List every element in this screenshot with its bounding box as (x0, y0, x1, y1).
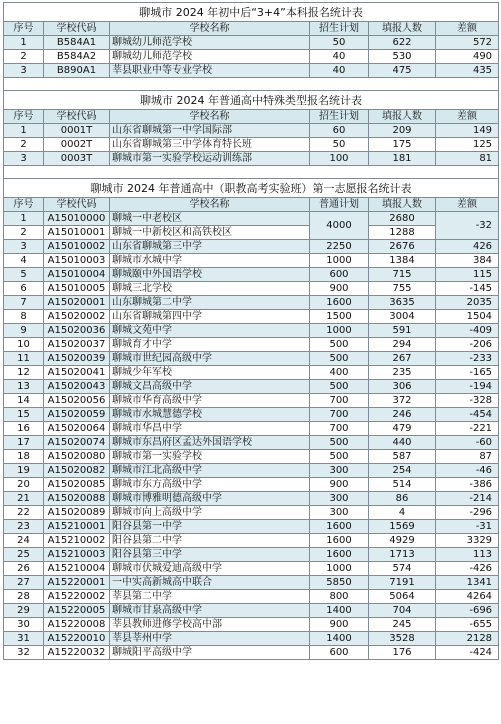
table-cell: -296 (436, 506, 499, 520)
table-cell: A15010004 (44, 268, 110, 282)
table-cell: 700 (310, 408, 369, 422)
table-row (4, 212, 499, 226)
table-cell: 4929 (369, 534, 436, 548)
table-cell: A15020059 (44, 408, 110, 422)
table-cell: 500 (310, 338, 369, 352)
header-row (4, 110, 499, 124)
table-cell: 1600 (310, 534, 369, 548)
table-cell: A15020064 (44, 422, 110, 436)
table-cell: 聊城市第一实验学校运动训练部 (110, 152, 310, 166)
table-cell: 587 (369, 450, 436, 464)
table-cell: 13 (4, 380, 44, 394)
table-row (4, 436, 499, 450)
table-cell: -214 (436, 492, 499, 506)
table-cell: A15020039 (44, 352, 110, 366)
table-cell: 莘县教师进修学校高中部 (110, 618, 310, 632)
table-cell: A15010002 (44, 240, 110, 254)
table-cell: A15220032 (44, 646, 110, 660)
table-cell: 莘县职业中等专业学校 (110, 64, 310, 78)
table-cell: 1341 (436, 576, 499, 590)
table-cell: 475 (369, 64, 436, 78)
table-cell: 18 (4, 450, 44, 464)
table-cell: 181 (369, 152, 436, 166)
table-cell: 1 (4, 124, 44, 138)
table-row (4, 534, 499, 548)
table-cell: 100 (310, 152, 369, 166)
table-cell: 聊城市东方高级中学 (110, 478, 310, 492)
table-cell: 300 (310, 506, 369, 520)
table-cell: 300 (310, 464, 369, 478)
column-header: 差额 (436, 110, 499, 124)
table-cell: A15020002 (44, 310, 110, 324)
table-cell: 1600 (310, 520, 369, 534)
table-cell: 23 (4, 520, 44, 534)
table-cell: 900 (310, 478, 369, 492)
table-cell: 聊城一中老校区 (110, 212, 310, 226)
table-title-row (4, 3, 499, 22)
table-cell: -454 (436, 408, 499, 422)
table-cell: A15010000 (44, 212, 110, 226)
table-cell: B890A1 (44, 64, 110, 78)
table-row (4, 352, 499, 366)
table-cell: -696 (436, 604, 499, 618)
table-cell: -206 (436, 338, 499, 352)
table-cell: A15020085 (44, 478, 110, 492)
table-cell: 267 (369, 352, 436, 366)
table-cell: 1000 (310, 324, 369, 338)
table-cell: 22 (4, 506, 44, 520)
table-cell: 209 (369, 124, 436, 138)
table-cell: 15 (4, 408, 44, 422)
table-cell: 800 (310, 590, 369, 604)
table-cell: 29 (4, 604, 44, 618)
table-cell: 聊城市江北高级中学 (110, 464, 310, 478)
table-cell: 900 (310, 282, 369, 296)
table-cell: 4 (369, 506, 436, 520)
table-cell: 2680 (369, 212, 436, 226)
table-row (4, 254, 499, 268)
column-header: 学校名称 (110, 198, 310, 212)
table-cell: 2 (4, 226, 44, 240)
table-row (4, 380, 499, 394)
table-cell: A15010003 (44, 254, 110, 268)
table-cell: 900 (310, 618, 369, 632)
column-header: 填报人数 (369, 198, 436, 212)
table-cell: 聊城一中新校区和高铁校区 (110, 226, 310, 240)
table-cell: B584A2 (44, 50, 110, 64)
gap-cell (4, 166, 499, 179)
table-cell: 1 (4, 36, 44, 50)
table-cell: 16 (4, 422, 44, 436)
table-row (4, 506, 499, 520)
table-cell: 山东省聊城第三中学 (110, 240, 310, 254)
table-cell: 700 (310, 394, 369, 408)
table-cell: 572 (436, 36, 499, 50)
table-cell: 1000 (310, 254, 369, 268)
table-cell: -60 (436, 436, 499, 450)
table-cell: 4264 (436, 590, 499, 604)
table-cell: A15020041 (44, 366, 110, 380)
table-cell: 25 (4, 548, 44, 562)
table-cell: 7 (4, 296, 44, 310)
table-cell: 7191 (369, 576, 436, 590)
table-title-row (4, 179, 499, 198)
table-cell: 聊城市水城中学 (110, 254, 310, 268)
table-cell: A15210002 (44, 534, 110, 548)
table-cell: 372 (369, 394, 436, 408)
table-cell: A15020001 (44, 296, 110, 310)
column-header: 学校代码 (44, 110, 110, 124)
table-row (4, 138, 499, 152)
table-cell: 426 (436, 240, 499, 254)
table-cell: -655 (436, 618, 499, 632)
table-cell: 14 (4, 394, 44, 408)
header-row (4, 22, 499, 36)
table-cell: 1 (4, 212, 44, 226)
table-cell: -31 (436, 520, 499, 534)
table-cell: 235 (369, 366, 436, 380)
table-cell: 176 (369, 646, 436, 660)
table-cell: 一中实高新城高中联合 (110, 576, 310, 590)
table-cell: 28 (4, 590, 44, 604)
table-cell: A15020037 (44, 338, 110, 352)
table-cell: A15010005 (44, 282, 110, 296)
table-row (4, 50, 499, 64)
table-cell: 5850 (310, 576, 369, 590)
table-cell: 6 (4, 282, 44, 296)
table-cell: 600 (310, 268, 369, 282)
table-cell: 514 (369, 478, 436, 492)
table-cell: 26 (4, 562, 44, 576)
table-cell: 莘县莘州中学 (110, 632, 310, 646)
table-cell: 5 (4, 268, 44, 282)
column-header: 招生计划 (310, 110, 369, 124)
table-cell: 聊城颐中外国语学校 (110, 268, 310, 282)
column-header: 序号 (4, 110, 44, 124)
column-header: 序号 (4, 22, 44, 36)
table-cell: 530 (369, 50, 436, 64)
table-cell: 1569 (369, 520, 436, 534)
table-row (4, 324, 499, 338)
table-cell: 聊城幼儿师范学校 (110, 36, 310, 50)
column-header: 招生计划 (310, 22, 369, 36)
table-cell: 1713 (369, 548, 436, 562)
table-cell: -328 (436, 394, 499, 408)
table-cell: 3635 (369, 296, 436, 310)
table-cell: 2 (4, 50, 44, 64)
table-cell: 聊城市甘泉高级中学 (110, 604, 310, 618)
column-header: 差额 (436, 198, 499, 212)
table-cell: 60 (310, 124, 369, 138)
table-row (4, 124, 499, 138)
table-row (4, 520, 499, 534)
table-cell: 聊城幼儿师范学校 (110, 50, 310, 64)
table-cell: 384 (436, 254, 499, 268)
table-cell: 20 (4, 478, 44, 492)
table-cell: 阳谷县第二中学 (110, 534, 310, 548)
table-cell: 500 (310, 380, 369, 394)
table-cell: 622 (369, 36, 436, 50)
table-cell: 19 (4, 464, 44, 478)
table-cell: 440 (369, 436, 436, 450)
table-cell: A15020080 (44, 450, 110, 464)
table-cell: 32 (4, 646, 44, 660)
table-cell: -233 (436, 352, 499, 366)
table-row (4, 478, 499, 492)
table-cell: 聊城三北学校 (110, 282, 310, 296)
table-cell: A15220002 (44, 590, 110, 604)
table-cell: 2676 (369, 240, 436, 254)
table-row (4, 394, 499, 408)
table-cell: 40 (310, 64, 369, 78)
table-cell: 2128 (436, 632, 499, 646)
table-cell: 山东省聊城第一中学国际部 (110, 124, 310, 138)
table-cell: 3004 (369, 310, 436, 324)
table-cell: A15020089 (44, 506, 110, 520)
column-header: 差额 (436, 22, 499, 36)
table-title: 聊城市 2024 年普通高中（职教高考实验班）第一志愿报名统计表 (4, 179, 499, 198)
column-header: 学校代码 (44, 198, 110, 212)
table-cell: 1288 (369, 226, 436, 240)
table-cell: 9 (4, 324, 44, 338)
table-cell: 聊城市博雅明德高级中学 (110, 492, 310, 506)
page (3, 2, 498, 660)
table-title: 聊城市 2024 年普通高中特殊类型报名统计表 (4, 91, 499, 110)
table-row (4, 282, 499, 296)
table-cell: 1600 (310, 548, 369, 562)
table-cell: 阳谷县第一中学 (110, 520, 310, 534)
table-cell: 聊城文昌高级中学 (110, 380, 310, 394)
table-cell: A15210004 (44, 562, 110, 576)
table-cell: 125 (436, 138, 499, 152)
table-cell: 500 (310, 352, 369, 366)
table-cell: 聊城市东昌府区孟达外国语学校 (110, 436, 310, 450)
table-cell: 1400 (310, 632, 369, 646)
table-cell: 2035 (436, 296, 499, 310)
table-cell: 704 (369, 604, 436, 618)
table-cell: A15220005 (44, 604, 110, 618)
section-gap (4, 78, 499, 91)
table-cell: -424 (436, 646, 499, 660)
table-cell: 50 (310, 36, 369, 50)
table-cell: 500 (310, 450, 369, 464)
table-row (4, 64, 499, 78)
table-cell: 435 (436, 64, 499, 78)
table-cell: 阳谷县第三中学 (110, 548, 310, 562)
table-cell: 山东聊城第二中学 (110, 296, 310, 310)
table-cell: 490 (436, 50, 499, 64)
table-cell: 81 (436, 152, 499, 166)
table-cell: 3 (4, 64, 44, 78)
table-cell: 3528 (369, 632, 436, 646)
table-row (4, 152, 499, 166)
table-cell: 300 (310, 492, 369, 506)
table-cell: 8 (4, 310, 44, 324)
table-cell: 400 (310, 366, 369, 380)
table-cell: 86 (369, 492, 436, 506)
table-row (4, 562, 499, 576)
table-cell: 500 (310, 436, 369, 450)
table-cell: 1384 (369, 254, 436, 268)
table-cell: 755 (369, 282, 436, 296)
table-title-row (4, 91, 499, 110)
table-cell: 254 (369, 464, 436, 478)
table-cell: -194 (436, 380, 499, 394)
table-row (4, 310, 499, 324)
table-cell: 4000 (310, 212, 369, 240)
table-row (4, 618, 499, 632)
table-cell: A15020056 (44, 394, 110, 408)
table-cell: 17 (4, 436, 44, 450)
table-cell: -165 (436, 366, 499, 380)
table-cell: 4 (4, 254, 44, 268)
column-header: 普通计划 (310, 198, 369, 212)
table-cell: 聊城市世纪园高级中学 (110, 352, 310, 366)
table-row (4, 492, 499, 506)
table-cell: 2 (4, 138, 44, 152)
table-cell: 11 (4, 352, 44, 366)
column-header: 序号 (4, 198, 44, 212)
table-cell: 21 (4, 492, 44, 506)
table-cell: 294 (369, 338, 436, 352)
table-row (4, 296, 499, 310)
table-cell: 30 (4, 618, 44, 632)
table-cell: 149 (436, 124, 499, 138)
column-header: 学校代码 (44, 22, 110, 36)
table-cell: 1600 (310, 296, 369, 310)
table-row (4, 450, 499, 464)
table-cell: A15210001 (44, 520, 110, 534)
table-cell: 87 (436, 450, 499, 464)
table-cell: A15020043 (44, 380, 110, 394)
table-row (4, 422, 499, 436)
table-row (4, 338, 499, 352)
table-cell: 聊城市华育高级中学 (110, 394, 310, 408)
table-cell: 山东省聊城第三中学体育特长班 (110, 138, 310, 152)
table-cell: 聊城市水城慧德学校 (110, 408, 310, 422)
table-row (4, 36, 499, 50)
table-cell: A15020074 (44, 436, 110, 450)
table-cell: -32 (436, 212, 499, 240)
table-row (4, 464, 499, 478)
table-cell: A15210003 (44, 548, 110, 562)
table-cell: 40 (310, 50, 369, 64)
table-cell: A15020088 (44, 492, 110, 506)
table-cell: 175 (369, 138, 436, 152)
table-cell: 50 (310, 138, 369, 152)
table-cell: 27 (4, 576, 44, 590)
table-row (4, 240, 499, 254)
table-cell: A15220008 (44, 618, 110, 632)
table-row (4, 408, 499, 422)
table-cell: B584A1 (44, 36, 110, 50)
table-row (4, 604, 499, 618)
table-row (4, 646, 499, 660)
section-gap (4, 166, 499, 179)
table-cell: 聊城阳平高级中学 (110, 646, 310, 660)
column-header: 学校名称 (110, 110, 310, 124)
table-cell: 聊城少年军校 (110, 366, 310, 380)
column-header: 填报人数 (369, 22, 436, 36)
table-cell: 1504 (436, 310, 499, 324)
table-cell: 1000 (310, 562, 369, 576)
table-cell: 聊城市伏城爱迪高级中学 (110, 562, 310, 576)
table-row (4, 226, 499, 240)
table-cell: 306 (369, 380, 436, 394)
table-cell: 600 (310, 646, 369, 660)
table-cell: 0002T (44, 138, 110, 152)
table-cell: A15010001 (44, 226, 110, 240)
table-cell: A15220010 (44, 632, 110, 646)
table-cell: A15020036 (44, 324, 110, 338)
table-row (4, 590, 499, 604)
stats-table (3, 2, 499, 660)
table-cell: 3 (4, 240, 44, 254)
table-cell: 700 (310, 422, 369, 436)
gap-cell (4, 78, 499, 91)
table-cell: 479 (369, 422, 436, 436)
table-cell: 245 (369, 618, 436, 632)
table-cell: 574 (369, 562, 436, 576)
table-cell: 山东省聊城第四中学 (110, 310, 310, 324)
table-row (4, 576, 499, 590)
table-cell: 2250 (310, 240, 369, 254)
table-cell: 聊城文苑中学 (110, 324, 310, 338)
table-cell: 聊城市向上高级中学 (110, 506, 310, 520)
table-cell: -221 (436, 422, 499, 436)
table-title: 聊城市 2024 年初中后“3+4”本科报名统计表 (4, 3, 499, 22)
table-cell: 0003T (44, 152, 110, 166)
table-cell: 3 (4, 152, 44, 166)
table-cell: 1500 (310, 310, 369, 324)
table-cell: 聊城市第一实验学校 (110, 450, 310, 464)
table-row (4, 632, 499, 646)
table-cell: 246 (369, 408, 436, 422)
table-cell: 12 (4, 366, 44, 380)
table-cell: 24 (4, 534, 44, 548)
table-cell: 113 (436, 548, 499, 562)
table-cell: 591 (369, 324, 436, 338)
table-cell: 莘县第二中学 (110, 590, 310, 604)
table-cell: 10 (4, 338, 44, 352)
table-cell: 1400 (310, 604, 369, 618)
table-row (4, 548, 499, 562)
table-cell: -386 (436, 478, 499, 492)
column-header: 学校名称 (110, 22, 310, 36)
table-row (4, 366, 499, 380)
table-cell: 715 (369, 268, 436, 282)
table-cell: -145 (436, 282, 499, 296)
table-cell: 115 (436, 268, 499, 282)
table-cell: 3329 (436, 534, 499, 548)
table-cell: 聊城市华昌中学 (110, 422, 310, 436)
header-row (4, 198, 499, 212)
table-cell: 31 (4, 632, 44, 646)
table-cell: 0001T (44, 124, 110, 138)
table-cell: 5064 (369, 590, 436, 604)
table-cell: A15020082 (44, 464, 110, 478)
table-row (4, 268, 499, 282)
table-cell: -409 (436, 324, 499, 338)
column-header: 填报人数 (369, 110, 436, 124)
table-cell: A15220001 (44, 576, 110, 590)
table-cell: 聊城育才中学 (110, 338, 310, 352)
table-cell: -46 (436, 464, 499, 478)
table-cell: -426 (436, 562, 499, 576)
